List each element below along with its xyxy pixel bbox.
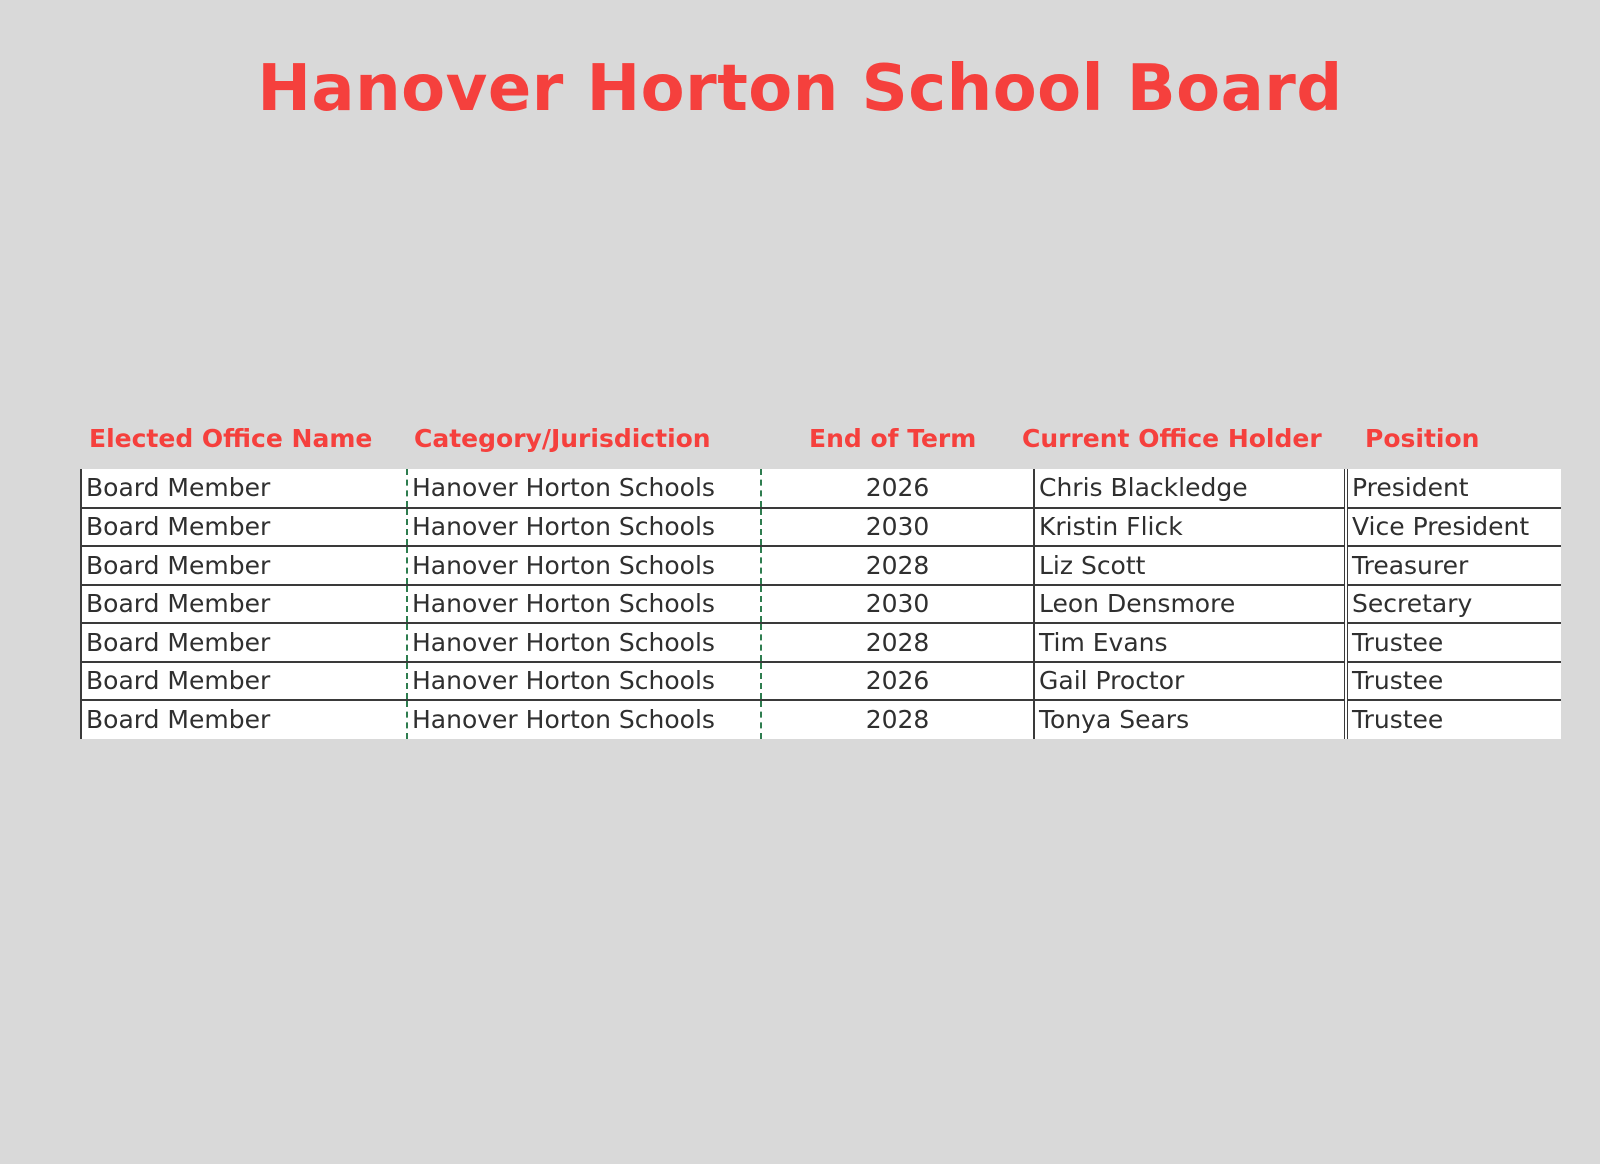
- elected-office-name-cell: Board Member: [81, 585, 407, 624]
- table-row: [81, 546, 1561, 585]
- end-of-term-cell: 2028: [761, 546, 1034, 585]
- elected-office-name-cell: Board Member: [81, 546, 407, 585]
- office-holder-cell: Tim Evans: [1034, 623, 1346, 662]
- column-headers: [80, 424, 1560, 458]
- end-of-term-cell: 2030: [761, 508, 1034, 547]
- office-holder-cell: Gail Proctor: [1034, 662, 1346, 701]
- elected-office-name-cell: Board Member: [81, 508, 407, 547]
- end-of-term-cell: 2028: [761, 623, 1034, 662]
- office-holder-cell: Chris Blackledge: [1034, 469, 1346, 508]
- table-row: [81, 508, 1561, 547]
- category-jurisdiction-cell: Hanover Horton Schools: [407, 469, 761, 508]
- header-elected-office-name: Elected Office Name: [89, 424, 373, 453]
- end-of-term-cell: 2026: [761, 469, 1034, 508]
- office-holder-cell: Kristin Flick: [1034, 508, 1346, 547]
- category-jurisdiction-cell: Hanover Horton Schools: [407, 585, 761, 624]
- position-cell: Trustee: [1346, 662, 1561, 701]
- elected-office-name-cell: Board Member: [81, 469, 407, 508]
- header-end-of-term: End of Term: [809, 424, 977, 453]
- position-cell: Trustee: [1346, 623, 1561, 662]
- position-cell: Secretary: [1346, 585, 1561, 624]
- elected-office-name-cell: Board Member: [81, 662, 407, 701]
- category-jurisdiction-cell: Hanover Horton Schools: [407, 700, 761, 739]
- end-of-term-cell: 2028: [761, 700, 1034, 739]
- end-of-term-cell: 2030: [761, 585, 1034, 624]
- position-cell: Vice President: [1346, 508, 1561, 547]
- category-jurisdiction-cell: Hanover Horton Schools: [407, 662, 761, 701]
- board-members-table: [80, 469, 1561, 739]
- table-body: [81, 469, 1561, 739]
- page-title: Hanover Horton School Board: [257, 52, 1343, 126]
- table-row: [81, 585, 1561, 624]
- table-row: [81, 700, 1561, 739]
- office-holder-cell: Liz Scott: [1034, 546, 1346, 585]
- position-cell: Trustee: [1346, 700, 1561, 739]
- elected-office-name-cell: Board Member: [81, 700, 407, 739]
- end-of-term-cell: 2026: [761, 662, 1034, 701]
- category-jurisdiction-cell: Hanover Horton Schools: [407, 546, 761, 585]
- position-cell: President: [1346, 469, 1561, 508]
- elected-office-name-cell: Board Member: [81, 623, 407, 662]
- category-jurisdiction-cell: Hanover Horton Schools: [407, 623, 761, 662]
- office-holder-cell: Tonya Sears: [1034, 700, 1346, 739]
- table-row: [81, 623, 1561, 662]
- office-holder-cell: Leon Densmore: [1034, 585, 1346, 624]
- header-position: Position: [1365, 424, 1480, 453]
- table-row: [81, 662, 1561, 701]
- category-jurisdiction-cell: Hanover Horton Schools: [407, 508, 761, 547]
- header-current-office-holder: Current Office Holder: [1022, 424, 1322, 453]
- table-row: [81, 469, 1561, 508]
- position-cell: Treasurer: [1346, 546, 1561, 585]
- header-category-jurisdiction: Category/Jurisdiction: [414, 424, 711, 453]
